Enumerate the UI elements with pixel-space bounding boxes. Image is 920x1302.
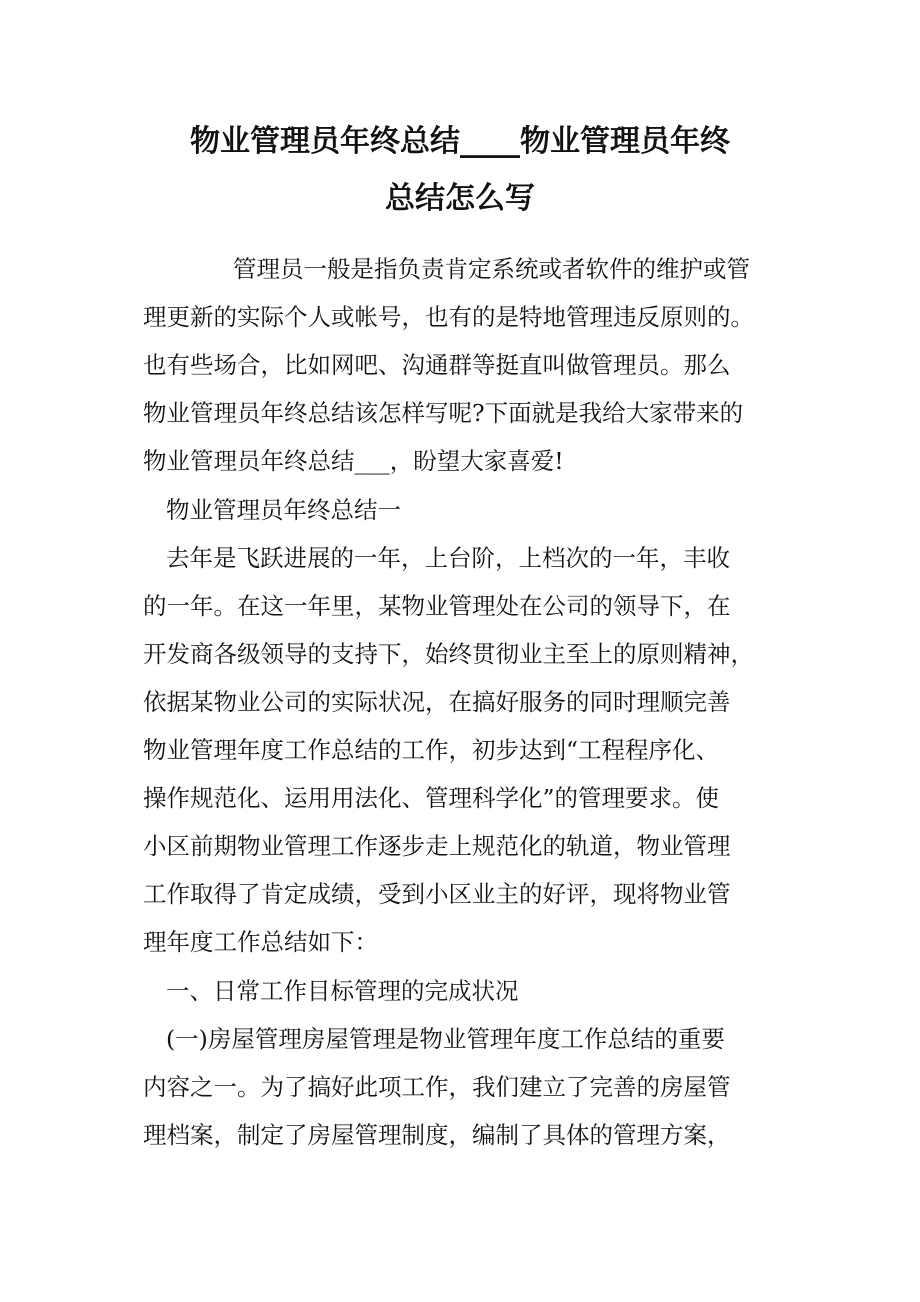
paragraph-line: 操作规范化、运用用法化、管理科学化”的管理要求。使 [143, 784, 720, 812]
paragraph-line: 物业管理员年终总结___，盼望大家喜爱! [143, 447, 564, 475]
paragraph-line: 管理员一般是指负责肯定系统或者软件的维护或管 [233, 255, 750, 283]
document-title-line-1: 物业管理员年终总结____物业管理员年终 [190, 124, 730, 159]
paragraph-line: 物业管理员年终总结该怎样写呢?下面就是我给大家带来的 [143, 399, 744, 427]
paragraph-line: 的一年。在这一年里，某物业管理处在公司的领导下，在 [143, 592, 731, 620]
paragraph-line: 理更新的实际个人或帐号，也有的是特地管理违反原则的。 [143, 303, 754, 331]
paragraph-line: 物业管理年度工作总结的工作，初步达到“工程程序化、 [143, 736, 720, 764]
paragraph-line: 开发商各级领导的支持下，始终贯彻业主至上的原则精神， [143, 640, 754, 668]
paragraph-line: 内容之一。为了搞好此项工作，我们建立了完善的房屋管 [143, 1073, 731, 1101]
document-title-line-2: 总结怎么写 [385, 181, 535, 216]
paragraph-line: 也有些场合，比如网吧、沟通群等挺直叫做管理员。那么 [143, 351, 731, 379]
section-heading: 物业管理员年终总结一 [166, 496, 401, 524]
paragraph-line: 依据某物业公司的实际状况，在搞好服务的同时理顺完善 [143, 688, 731, 716]
paragraph-line: (一)房屋管理房屋管理是物业管理年度工作总结的重要 [166, 1025, 725, 1053]
paragraph-line: 去年是飞跃进展的一年，上台阶，上档次的一年，丰收 [166, 544, 730, 572]
paragraph-line: 理档案，制定了房屋管理制度，编制了具体的管理方案， [143, 1121, 731, 1149]
paragraph-line: 工作取得了肯定成绩，受到小区业主的好评，现将物业管 [143, 880, 731, 908]
section-heading: 一、日常工作目标管理的完成状况 [166, 977, 519, 1005]
paragraph-line: 小区前期物业管理工作逐步走上规范化的轨道，物业管理 [143, 832, 731, 860]
paragraph-line: 理年度工作总结如下： [143, 928, 378, 956]
